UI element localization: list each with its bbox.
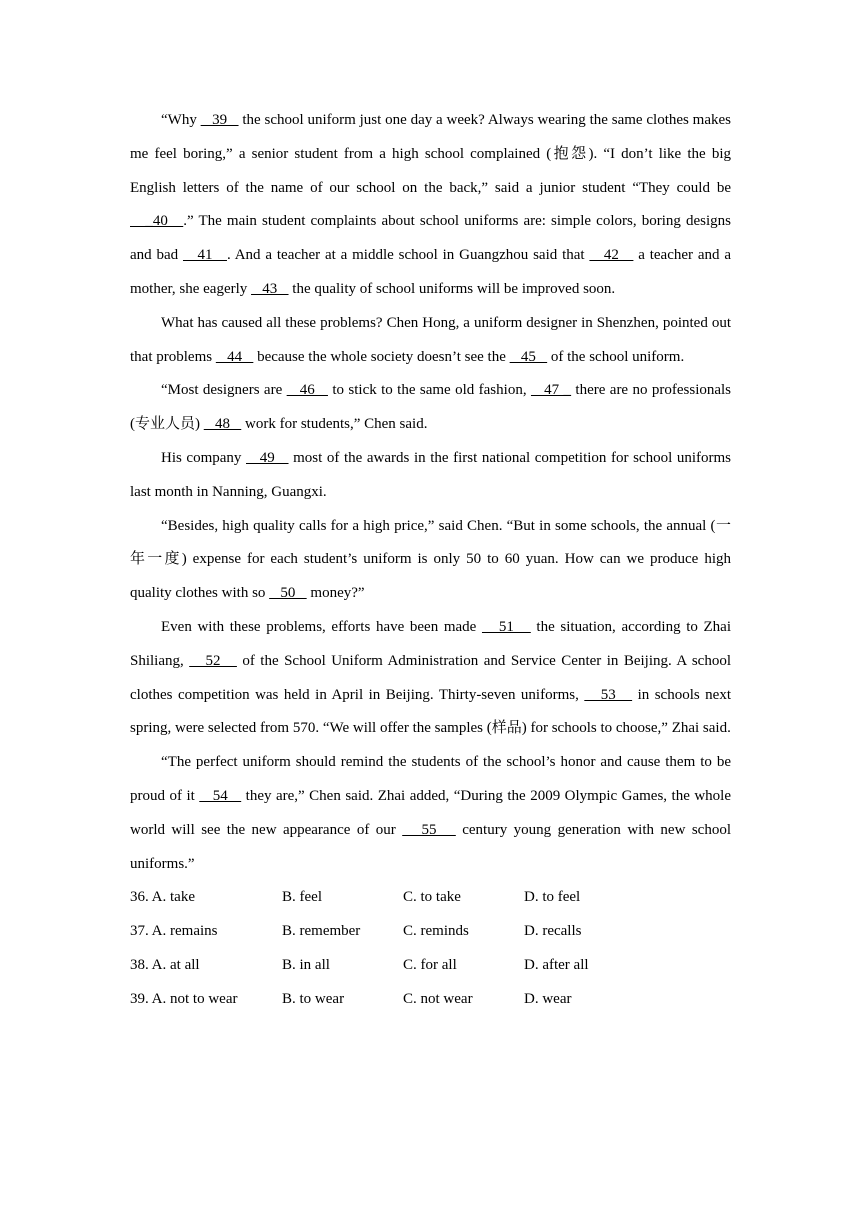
option-choice: C. to take — [403, 889, 461, 906]
option-choice: D. recalls — [524, 923, 582, 940]
option-choice: D. wear — [524, 990, 572, 1007]
answer-blank: 42 — [589, 247, 634, 264]
paragraph-text: there are no professionals (专业人员) — [130, 382, 732, 433]
paragraph-text: because the whole society doesn’t see the — [253, 348, 510, 365]
option-row — [130, 949, 731, 983]
passage-paragraph — [130, 374, 731, 442]
paragraph-text: What has caused all these problems? Chen Hong, a uniform designer in Shenzhen, pointed out that problems — [130, 314, 731, 365]
paragraph-text: a teacher and a mother, she eagerly — [130, 247, 731, 297]
option-choice: 38. A. at all — [130, 956, 200, 973]
option-choice: 37. A. remains — [130, 923, 218, 940]
answer-blank: 39 — [200, 112, 239, 128]
paragraph-text: .” The main student complaints about school uniforms are: simple colors, boring designs and bad — [130, 213, 731, 264]
paragraph-text: century young generation with new school uniforms.” — [130, 821, 732, 872]
answer-blank: 43 — [251, 280, 289, 297]
paragraph-text: the situation, according to Zhai Shiliang, — [130, 618, 732, 669]
option-choice: D. to feel — [524, 889, 581, 906]
passage-paragraph — [130, 307, 731, 375]
option-choice: D. after all — [524, 956, 589, 973]
paragraph-text: . And a teacher at a middle school in Guangzhou said that — [226, 247, 590, 264]
answer-blank: 54 — [199, 787, 242, 804]
paragraph-text: of the school uniform. — [547, 348, 685, 365]
paragraph-text: “Besides, high quality calls for a high price,” said Chen. “But in some schools, the annual (一年一度) expense for each student’s uniform is only 50 to 60 yuan. How can we produce high quality clothes with so — [130, 517, 731, 602]
answer-blank: 49 — [246, 449, 289, 466]
option-choice: B. to wear — [282, 990, 345, 1007]
option-row — [130, 983, 731, 1017]
option-choice: B. in all — [282, 956, 330, 973]
answer-blank: 50 — [269, 585, 307, 602]
answer-blank: 46 — [286, 382, 328, 399]
paragraph-text: “Why — [161, 112, 201, 128]
passage-paragraph — [130, 611, 731, 746]
option-choice: C. reminds — [403, 923, 469, 940]
option-row — [130, 915, 731, 949]
answer-blank: _40 — [130, 213, 184, 230]
option-choice: 36. A. take — [130, 889, 195, 906]
paragraph-text: of the School Uniform Administration and Service Center in Beijing. A school clothes competition was held in April in Beijing. Thirty-seven uniforms, — [130, 652, 731, 703]
paragraph-text: in schools next spring, were selected from 570. “We will offer the samples (样品) for schools to choose,” Zhai said. — [130, 686, 731, 737]
cloze-passage — [130, 104, 731, 881]
document-page — [130, 104, 731, 1017]
passage-paragraph — [130, 442, 731, 510]
answer-blank: 53 — [584, 686, 633, 703]
passage-paragraph — [130, 104, 731, 307]
option-choice: C. for all — [403, 956, 457, 973]
answer-blank: 48 — [203, 416, 242, 433]
paragraph-text: they are,” Chen said. Zhai added, “During the 2009 Olympic Games, the whole world will see the new appearance of our — [130, 787, 732, 838]
option-choice: C. not wear — [403, 990, 473, 1007]
answer-blank: 52 — [189, 652, 237, 669]
option-choice: B. feel — [282, 889, 322, 906]
paragraph-text: most of the awards in the first national competition for school uniforms last month in Nanning, Guangxi. — [130, 449, 731, 500]
paragraph-text: “The perfect uniform should remind the students of the school’s honor and cause them to be proud of it — [130, 754, 731, 804]
paragraph-text: His company — [161, 449, 246, 466]
answer-blank: 55 — [402, 821, 456, 838]
option-row — [130, 881, 731, 915]
answer-blank: 47 _ — [530, 382, 572, 399]
passage-paragraph — [130, 746, 731, 881]
paragraph-text: the school uniform just one day a week? Always wearing the same clothes makes me feel boring,” a senior student from a high school complained (抱怨). “I don’t like the big English letters of the name of our school on the back,” said a junior student “They could be — [130, 112, 732, 196]
answer-blank: 45 — [509, 348, 548, 365]
paragraph-text: work for students,” Chen said. — [241, 416, 428, 433]
paragraph-text: the quality of school uniforms will be improved soon. — [288, 280, 616, 297]
answer-options — [130, 881, 731, 1016]
paragraph-text: money?” — [306, 585, 365, 602]
answer-blank: 44 — [215, 348, 254, 365]
answer-blank: 51 — [481, 618, 531, 635]
option-choice: B. remember — [282, 923, 361, 940]
option-choice: 39. A. not to wear — [130, 990, 238, 1007]
answer-blank: 41 — [182, 247, 227, 264]
passage-paragraph — [130, 510, 731, 611]
paragraph-text: Even with these problems, efforts have been made — [161, 618, 482, 635]
paragraph-text: to stick to the same old fashion, — [327, 382, 531, 399]
paragraph-text: “Most designers are — [161, 382, 287, 399]
